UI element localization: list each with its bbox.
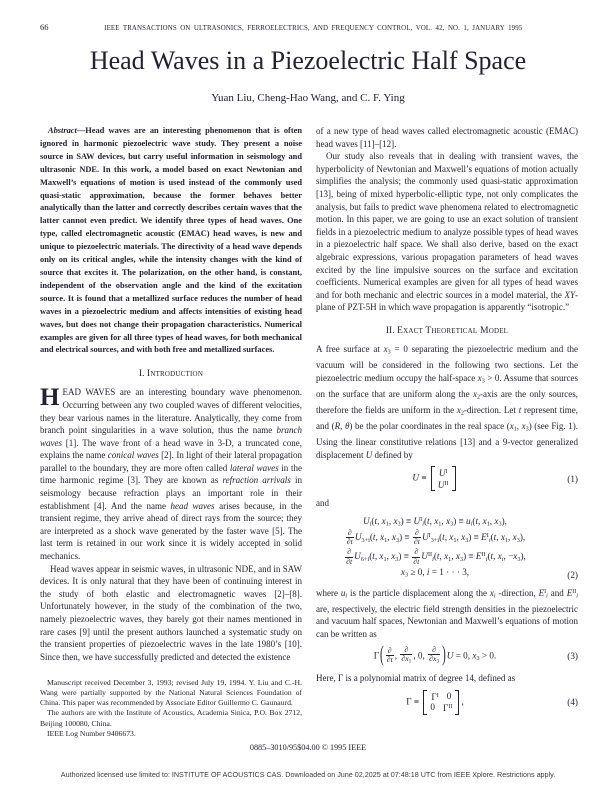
copyright-line: 0885–3010/95$04.00 © 1995 IEEE xyxy=(249,743,367,752)
section-title: Introduction xyxy=(146,368,204,380)
two-column-body xyxy=(40,125,578,739)
continuation-paragraph: of a new type of head waves called electromagnetic acoustic (EMAC) head waves [11]–[12]. xyxy=(316,126,578,149)
study-paragraph: Our study also reveals that in dealing with transient waves, the hyperbolicity of Newtonian and Maxwell’s equations of motion actually simplifies the analysis; the commonly used quasi-static approximation [13], being of mixed hyperbolic-elliptic type, not only complicates the analysis, but fails to predict wave phenomena related to electromagnetic motion. In this paper, we are going to use an exact solution of transient fields in a piezoelectric medium to analyze possible types of head waves in a piezoelectric half space. We shall also derive, based on the exact algebraic expressions, various propagation parameters of head waves excited by the line impulsive sources on the surface and excitation coefficients. Numerical examples are given for all types of head waves and for both mechanic and electric sources in a model material, the XY-plane of PZT-5H in which wave propagation is apparently “isotropic.” xyxy=(316,151,578,313)
paper-authors: Yuan Liu, Cheng-Hao Wang, and C. F. Ying xyxy=(211,92,405,104)
intro-paragraph-2: Head waves appear in seismic waves, in ultrasonic NDE, and in SAW devices. It is only natural that they have been of continuing interest in the study of both elastic and electromagnetic waves [2]–[8]. Unfortunately however, in the study of the combination of the two, namely piezoelectric waves, they barely got their names mentioned in rare cases [9] until the present authors launched a systematic study on the transient properties of piezoelectric waves in the late 1980’s [10]. Since then, we have successfully predicted and detected the existence xyxy=(40,563,302,662)
equation-3-body: Γ( $\frac{\partial}{\partial t}$ , $\frac{\partial}{\partial x1}$ , 0, $\frac{\partial}{\partial x3}$ )U = 0, x3 > 0. xyxy=(373,643,497,667)
equation-2 xyxy=(316,515,578,580)
section-number: I. xyxy=(138,368,145,380)
footnote-block xyxy=(40,670,302,739)
section-number: II. xyxy=(385,324,395,336)
model-paragraph: A free surface at x3 = 0 separating the piezoelectric medium and the vacuum will be considered in the following two sections. Let the piezoelectric medium occupy the half-space x3 > 0. Assume that sources on the surface that are uniform along the x2-axis are the only sources, therefore the fields are uniform in the x2-direction. Let t represent time, and (R, θ) be the polar coordinates in the real space (x1, x3) (see Fig. 1). Using the linear constitutive relations [13] and a 9-vector generalized displacement U defined by xyxy=(316,343,578,460)
page-header xyxy=(40,22,578,32)
equation-2-line-3: $\frac{\partial}{\partial t}$ U6+i(t, x1, x3) ≡ $\frac{\partial}{\partial t}$ $U^{II}i(t$, x1, $x3) \equiv E^{II}i(t$, xi, −x3), xyxy=(346,546,526,566)
and-connector: and xyxy=(316,498,329,509)
running-head: IEEE TRANSACTIONS ON ULTRASONICS, FERROELECTRICS, AND FREQUENCY CONTROL, VOL. 42, NO. 1, JANUARY 1995 xyxy=(104,25,523,32)
equation-2-line-4: x3 ≥ 0, i = 1 · · · 3, xyxy=(400,567,470,579)
abstract-paragraph xyxy=(40,125,302,357)
license-notice: Authorized licensed use limited to: INSTITUTE OF ACOUSTICS CAS. Downloaded on June 02,2025 at 07:48:18 UTC from IEEE Xplore. Restrictions apply. xyxy=(60,770,556,779)
equation-2-lines xyxy=(316,515,554,580)
footnote-affiliation: The authors are with the Institute of Acoustics, Academia Sinica, P.O. Box 2712, Beijing 100080, China. xyxy=(40,708,302,728)
equation-4-body: Γ ≡ $\Gamma^I$ 0 0 $\Gamma^{II}$ , xyxy=(406,690,464,714)
here-paragraph: Here, Γ is a polynomial matrix of degree 14, defined as xyxy=(316,673,516,684)
section-title: Exact Theoretical Model xyxy=(397,324,509,336)
abstract-text: Head waves are an interesting phenomenon that is often ignored in harmonic piezoelectric wave study. They present a noise source in SAW devices, but carry useful information in seismology and ultrasonic NDE. In this work, a model based on exact Newtonian and Maxwell’s equations of motion is used instead of the commonly used quasi-static approximation, because the former behaves better analytically than the latter and correctly describes certain waves that the latter cannot even predict. We identify three types of head waves. One type, called electromagnetic acoustic (EMAC) head waves, is new and unique to piezoelectric materials. The directivity of a head wave depends only on its critical angles, while the intensity changes with the kind of source that excites it. The polarization, on the other hand, is constant, independent of the observation angle and the kind of the excitation source. It is found that a metallized surface reduces the number of head waves in a piezoelectric medium and affects intensities of existing head waves, but does not change their propagation characteristics. Numerical examples are given for all three types of head waves, for both mechanical and electrical sources, and with both free and metallized surfaces. xyxy=(40,126,302,355)
abstract-label: Abstract— xyxy=(48,126,86,135)
equation-3-number: (3) xyxy=(567,650,578,661)
left-column xyxy=(40,125,302,739)
drop-cap: H xyxy=(40,384,60,412)
equation-1 xyxy=(316,466,578,491)
paper-title: Head Waves in a Piezoelectric Half Space xyxy=(89,46,527,75)
equation-2-line-1: Ui(t, x1, $x3) \equiv U^Ii(t$, x1, x3) ≡ ui(t, x1, x3), xyxy=(363,516,507,528)
equation-4 xyxy=(316,690,578,715)
footnote-manuscript: Manuscript received December 3, 1993; revised July 19, 1994. Y. Liu and C.-H. Wang were partially supported by the National Natural Sciences Foundation of China. This paper was recommended by Associate Editor Guillermo C. Gaunaurd. xyxy=(40,677,302,708)
equation-4-number: (4) xyxy=(567,697,578,708)
page-number: 66 xyxy=(40,22,49,32)
right-column xyxy=(316,125,578,739)
where-paragraph: where ui is the particle displacement along the xi -direction, $E^Ii$ and $E^{II}i$ are, respectively, the electric field strength densities in the piezoelectric and vacuum half spaces, Newtonian and Maxwell’s equations of motion can be written as xyxy=(316,587,578,640)
intro-paragraph-1-text: EAD WAVES are an interesting boundary wave phenomenon. Occurring between any two coupled waves of different velocities, they bear various names in the literature. Analytically, they come from branch point singularities in a wave solution, thus the name branch waves [1]. The wave front of a head wave in 3-D, a truncated cone, explains the name conical waves [2]. In light of their lateral propagation parallel to the boundary, they are more often called lateral waves in the time harmonic regime [3]. They are known as refraction arrivals in seismology because refraction plays an important role in their establishment [4]. And the name head waves arises because, in the transient regime, they arrive ahead of direct rays from the source; they are interpreted as a shock wave generated by the faster wave [5]. The last term is retained in our work since it is widely accepted in solid mechanics. xyxy=(40,387,302,562)
section-heading-introduction xyxy=(40,368,302,379)
equation-2-line-2: $\frac{\partial}{\partial t}$ U3+i(t, x1, x3) ≡ $\frac{\partial}{\partial t}$ $U^I3+i(t$, x1, $x3) \equiv E^Ii(t$, x1, x3), xyxy=(346,527,526,547)
equation-2-number: (2) xyxy=(567,569,578,580)
equation-1-number: (1) xyxy=(567,473,578,484)
section-heading-model xyxy=(316,325,578,336)
intro-paragraph-1 xyxy=(40,386,302,562)
footnote-log-number: IEEE Log Number 9406673. xyxy=(47,728,136,738)
equation-3 xyxy=(316,643,578,667)
equation-1-body: U ≡ $U^I$ $U^{II}$ xyxy=(316,466,554,491)
